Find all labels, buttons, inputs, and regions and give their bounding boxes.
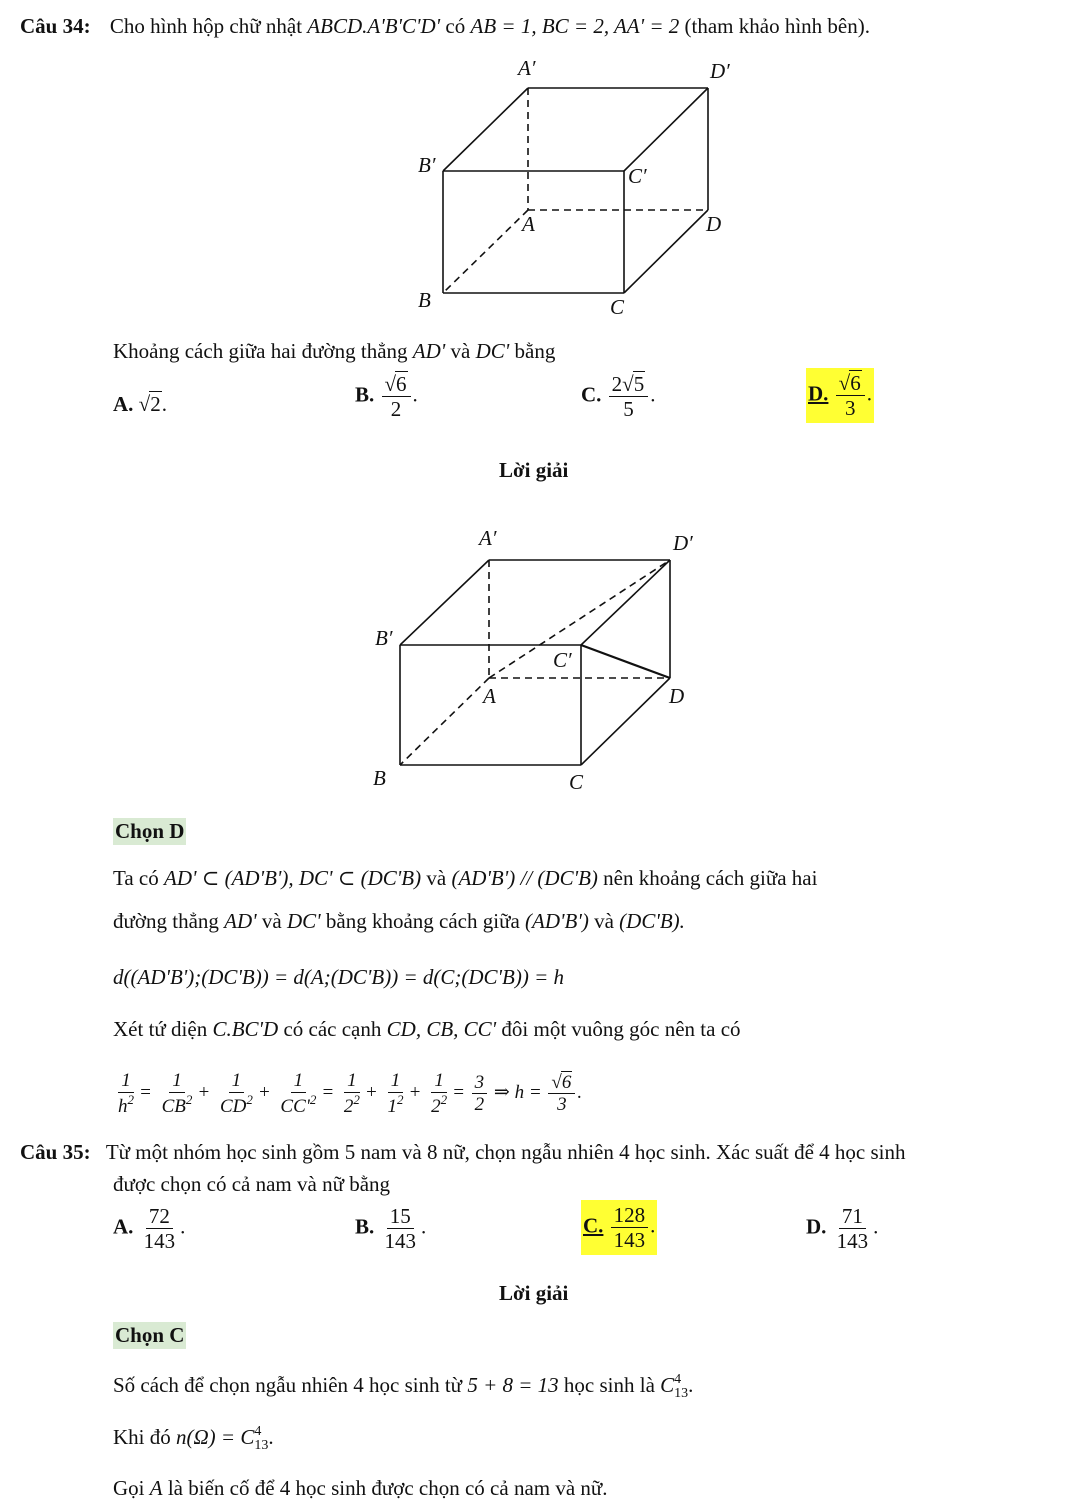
q34-option-b[interactable]: B. $\frac{√6}{2}$ .: [355, 372, 418, 422]
option-a-value: 2: [150, 392, 161, 416]
sol2-m4: (DC'B).: [619, 909, 685, 933]
q34-stem-b: có: [445, 14, 466, 38]
q35-option-b-label: B.: [355, 1214, 375, 1239]
f-6: 2: [343, 1095, 354, 1117]
fig2-label-a: A: [483, 684, 496, 708]
sol1-math2: (AD'B') // (DC'B): [451, 866, 598, 890]
q34-option-d[interactable]: D. $\frac{√6}{3}$ .: [806, 368, 874, 423]
q35-stem-text1: Từ một nhóm học sinh gồm 5 nam và 8 nữ, chọn ngẫu nhiên 4 học sinh. Xác suất để 4 học sinh: [105, 1140, 906, 1164]
q35-sol2-comb-n: 13: [254, 1438, 269, 1454]
f-8: 1: [387, 1095, 397, 1117]
sol4-b: có các cạnh: [283, 1017, 382, 1041]
option-d-den: 3: [844, 396, 856, 421]
sol2-m3: (AD'B'): [525, 909, 589, 933]
q35-a-den: 143: [143, 1229, 176, 1254]
q34-question-a: Khoảng cách giữa hai đường thẳng: [113, 339, 408, 363]
q35-sol3-a: Gọi: [113, 1476, 145, 1500]
q35-c-num: 128: [611, 1203, 649, 1228]
f-14: 6: [561, 1071, 572, 1093]
option-b-den: 2: [390, 397, 402, 422]
label-a-prime: A′: [518, 56, 536, 80]
q35-sol1-a: Số cách để chọn ngẫu nhiên 4 học sinh từ: [113, 1373, 463, 1397]
f-13: h =: [514, 1082, 542, 1104]
sol1-c: nên khoảng cách giữa hai: [603, 866, 818, 890]
sol2-a: đường thẳng: [113, 909, 219, 933]
sol1-b: và: [426, 866, 447, 890]
sol4-c: đôi một vuông góc nên ta có: [501, 1017, 741, 1041]
option-c-fraction: $\frac{2√5}{5}$: [609, 372, 649, 421]
q35-option-d[interactable]: D. $\frac{71}{143}$ .: [806, 1204, 879, 1254]
q34-shape: ABCD.A'B'C'D': [307, 14, 441, 38]
option-d-fraction: $\frac{√6}{3}$: [836, 371, 865, 420]
option-c-coef: 2: [611, 372, 623, 396]
fig2-label-d-prime: D′: [673, 531, 693, 555]
f-15: 3: [557, 1094, 567, 1116]
sol2-b: và: [261, 909, 282, 933]
q34-line1: AD': [412, 339, 446, 363]
q34-sol-line1: [113, 866, 817, 891]
q35-sol3-b: là biến cố để 4 học sinh được chọn có cả nam và nữ.: [167, 1476, 608, 1500]
q35-sol2-comb-c: C: [240, 1425, 255, 1449]
option-c-den: 5: [623, 397, 634, 422]
q34-stem-c: (tham khảo hình bên).: [684, 14, 870, 38]
option-d-num: 6: [850, 371, 861, 395]
sol1-a: Ta có: [113, 866, 159, 890]
q35-b-num: 15: [387, 1204, 414, 1229]
q34-question-b: và: [450, 339, 471, 363]
q35-comb-k: 4: [674, 1372, 682, 1388]
q34-label: Câu 34:: [20, 14, 91, 38]
q34-question-c: bằng: [514, 339, 556, 363]
q35-solution-title: Lời giải: [499, 1281, 569, 1305]
label-c-prime: C′: [628, 164, 647, 188]
edge-cd: [624, 210, 708, 293]
edge-a1b1: [443, 88, 528, 171]
q34-sol-line2: [113, 909, 685, 934]
option-b-fraction: $\frac{√6}{2}$: [382, 372, 411, 421]
sol1-math: AD' ⊂ (AD'B'), DC' ⊂ (DC'B): [164, 866, 422, 890]
f-h: h: [118, 1095, 128, 1117]
q34-line2: DC': [475, 339, 510, 363]
sol2-m1: AD': [224, 909, 257, 933]
q35-d-num: 71: [839, 1204, 866, 1229]
q35-choice: Chọn C: [115, 1323, 185, 1347]
q34-question: [113, 339, 555, 364]
f-cc: CC': [280, 1095, 310, 1117]
q35-comb-n: 13: [674, 1386, 689, 1402]
label-b-prime: B′: [418, 153, 436, 177]
q35-sol3-m: A: [149, 1476, 163, 1500]
q35-sol2-a: Khi đó: [113, 1425, 171, 1449]
f-9: 1: [431, 1070, 447, 1093]
q35-sol2-comb-k: 4: [254, 1424, 262, 1440]
q34-figure-1: [400, 50, 760, 330]
q35-a-num: 72: [146, 1204, 173, 1229]
q35-d-den: 143: [836, 1229, 869, 1254]
sol2-m2: DC': [286, 909, 321, 933]
option-c-num: 5: [633, 372, 645, 396]
fig2-edge-a1b1: [400, 560, 489, 645]
sol4-m2: CD, CB, CC': [386, 1017, 497, 1041]
q34-option-a[interactable]: A. √2.: [113, 392, 167, 416]
fig2-edge-cd: [581, 678, 670, 765]
fig2-label-d: D: [669, 684, 685, 708]
q35-sol-line1: Số cách để chọn ngẫu nhiên 4 học sinh từ 5 + 8 = 13 học sinh là C 4 13 .: [113, 1372, 694, 1402]
fig2-label-c: C: [569, 770, 584, 794]
fig2-label-b-prime: B′: [375, 626, 393, 650]
f-cd: CD: [219, 1095, 247, 1117]
q35-option-a-label: A.: [113, 1214, 134, 1239]
fig2-segment-ad1: [489, 560, 670, 678]
label-a: A: [522, 212, 535, 236]
q34-choice: Chọn D: [115, 819, 185, 843]
q35-comb-c: C: [660, 1373, 675, 1397]
q34-sol-formula: $\frac{1}{h^2}$ = $\frac{1}{CB^2}$ + $\frac{1}{CD^2}$ + $\frac{1}{CC'^2}$ = $\frac{1}{2^2}$ + $\frac{1}{1^2}$ + $\frac{1}{2^2}$ = $\frac{3}{2}$ ⇒ h = $\frac{√6}{3}$ .: [118, 1070, 583, 1117]
fig2-label-a-prime: A′: [479, 526, 497, 550]
q35-option-b[interactable]: B. $\frac{15}{143}$ .: [355, 1204, 427, 1254]
q35-c-den: 143: [613, 1228, 646, 1253]
f-2: 1: [169, 1070, 185, 1093]
q35-option-c[interactable]: C. $\frac{128}{143}$ .: [581, 1200, 657, 1255]
q35-stem-line1: [20, 1140, 905, 1165]
edge-ab: [443, 210, 528, 293]
q34-given: AB = 1, BC = 2, AA' = 2: [470, 14, 680, 38]
fig2-edge-d1c1: [581, 560, 670, 645]
q34-stem-a: Cho hình hộp chữ nhật: [109, 14, 303, 38]
f-3: 1: [229, 1070, 245, 1093]
q35-sol-line3: [113, 1476, 608, 1501]
edge-d1c1: [624, 88, 708, 171]
sol4-m1: C.BC'D: [212, 1017, 279, 1041]
f-cb: CB: [161, 1095, 186, 1117]
f-7: 1: [388, 1070, 404, 1093]
fig2-label-b: B: [373, 766, 386, 790]
fig2-segment-c1d: [581, 645, 670, 678]
q35-option-a[interactable]: A. $\frac{72}{143}$ .: [113, 1204, 186, 1254]
q35-option-c-label: C.: [583, 1213, 604, 1238]
q34-option-c[interactable]: C. $\frac{2√5}{5}$ .: [581, 372, 656, 422]
q34-sol-line4: [113, 1017, 741, 1042]
q35-sol1-b: học sinh là: [563, 1373, 655, 1397]
sol2-c: bằng khoảng cách giữa: [325, 909, 520, 933]
option-c-label: C.: [581, 382, 602, 407]
f-1: 1: [118, 1070, 134, 1093]
f-5: 1: [344, 1070, 360, 1093]
sol2-d: và: [594, 909, 614, 933]
q34-solution-title: Lời giải: [499, 458, 569, 482]
option-b-num: 6: [396, 372, 407, 396]
f-11: 3: [472, 1072, 488, 1095]
f-12: 2: [474, 1094, 485, 1116]
option-b-label: B.: [355, 382, 375, 407]
fig2-label-c-prime: C′: [553, 648, 572, 672]
q35-sol-line2: Khi đó n(Ω) = C 4 13 .: [113, 1424, 274, 1454]
q35-sol2-math: n(Ω) =: [176, 1425, 236, 1449]
sol4-a: Xét tứ diện: [113, 1017, 208, 1041]
q35-label: Câu 35:: [20, 1140, 91, 1164]
option-d-label: D.: [808, 381, 829, 406]
q35-b-den: 143: [384, 1229, 417, 1254]
option-a-label: A.: [113, 392, 134, 416]
f-4: 1: [291, 1070, 307, 1093]
q35-sol1-math: 5 + 8 = 13: [467, 1373, 559, 1397]
q34-stem: [20, 14, 870, 39]
f-10: 2: [431, 1095, 441, 1117]
q34-figure-2: [355, 495, 715, 800]
label-b: B: [418, 288, 431, 312]
q34-sol-line3: d((AD'B');(DC'B)) = d(A;(DC'B)) = d(C;(DC'B)) = h: [113, 965, 565, 989]
label-d: D: [706, 212, 722, 236]
q35-option-d-label: D.: [806, 1214, 827, 1239]
fig2-edge-ab: [400, 678, 489, 765]
q35-stem-line2: được chọn có cả nam và nữ bằng: [113, 1172, 391, 1196]
label-d-prime: D′: [710, 59, 730, 83]
label-c: C: [610, 295, 625, 319]
